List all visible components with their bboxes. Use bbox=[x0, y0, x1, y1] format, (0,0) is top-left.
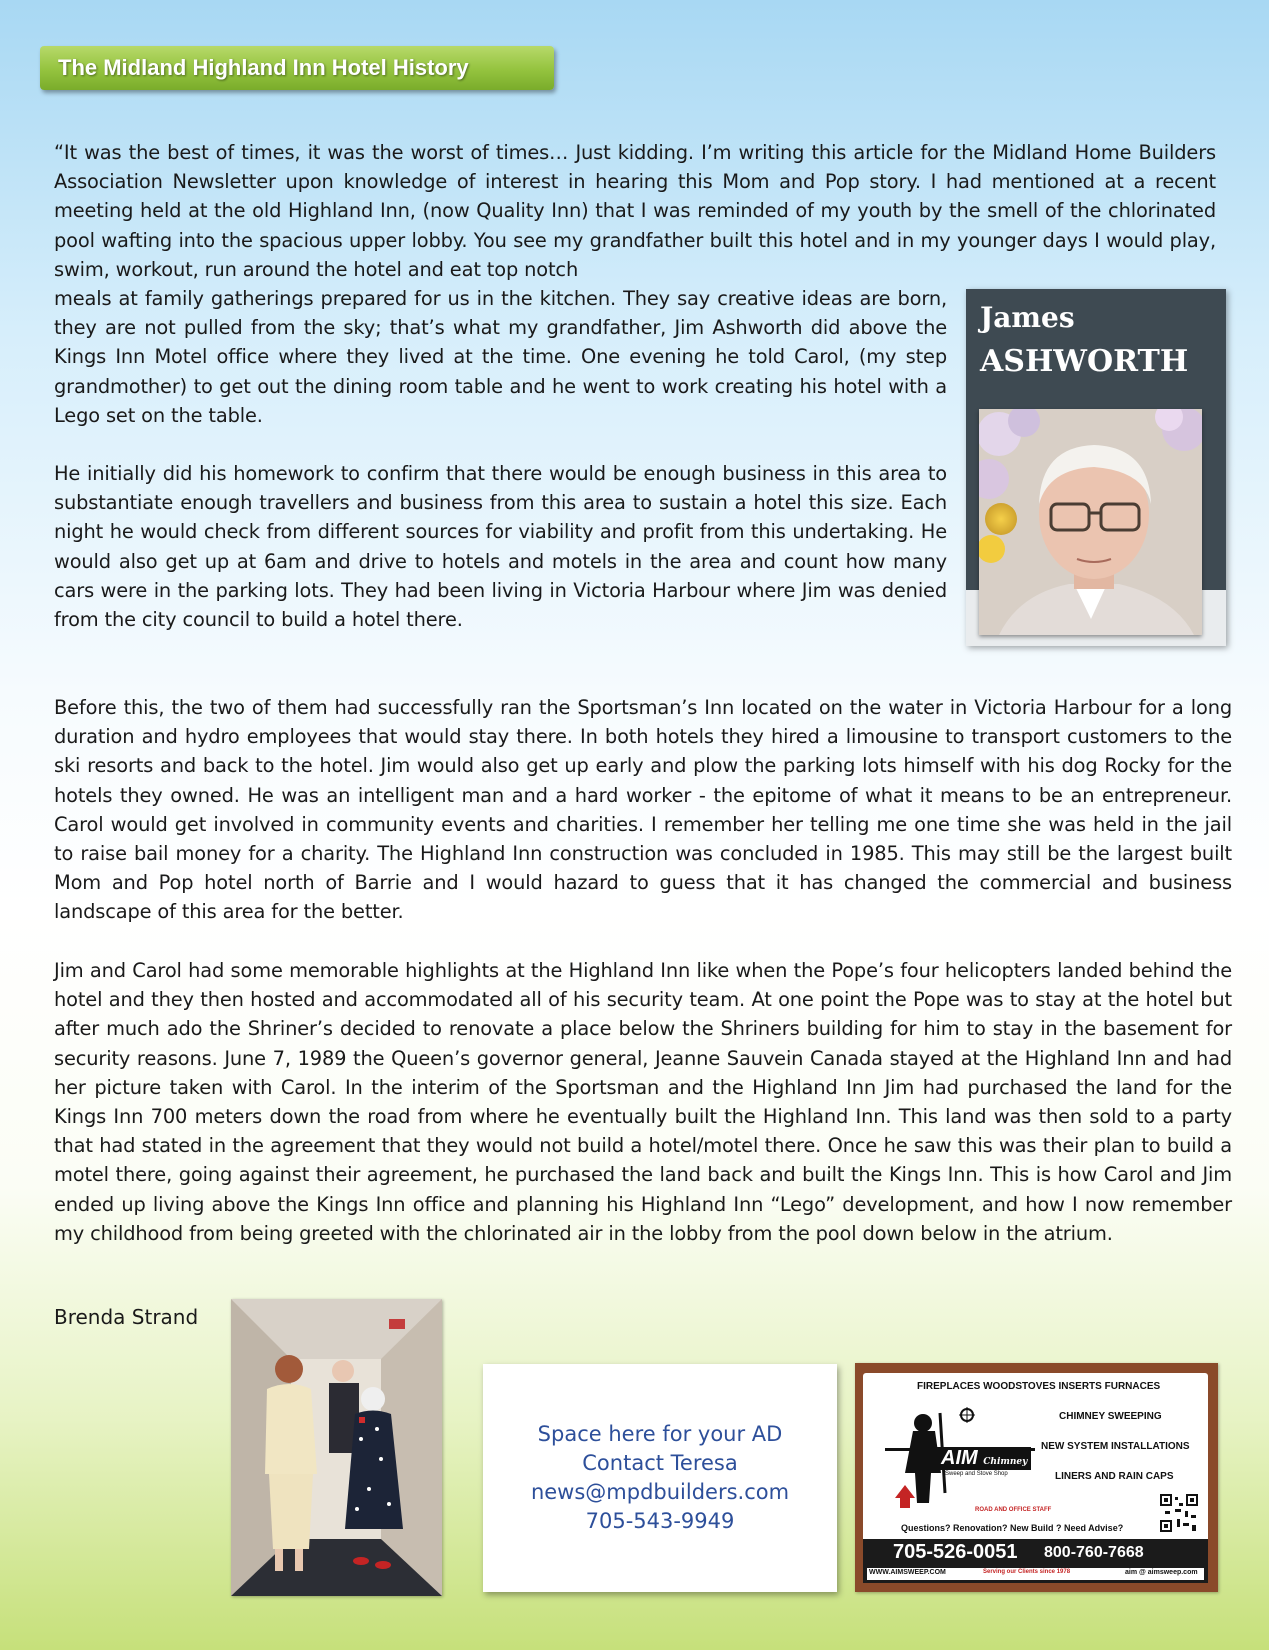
aim-chimney-ad bbox=[855, 1363, 1218, 1592]
aim-website[interactable]: WWW.AIMSWEEP.COM bbox=[869, 1569, 946, 1576]
aim-phone-local: 705-526-0051 bbox=[893, 1541, 1018, 1563]
hallway-photo bbox=[231, 1299, 442, 1596]
article-paragraph-1-continued: meals at family gatherings prepared for us in the kitchen. They say creative ideas are born, they are not pulled from the sky; that’s what my grandfather, Jim Ashworth did above the Kings Inn Motel office where they lived at the time. One evening he told Carol, (my step grandmother) to get out the dining room table and he went to work creating his hotel with a Lego set on the table. bbox=[54, 287, 947, 427]
aim-service-3: LINERS AND RAIN CAPS bbox=[1055, 1471, 1174, 1482]
aim-certified-label: ROAD AND OFFICE STAFF bbox=[975, 1507, 1052, 1513]
aim-services-top: FIREPLACES WOODSTOVES INSERTS FURNACES bbox=[917, 1381, 1161, 1392]
article-paragraph-2: He initially did his homework to confirm that there would be enough business in this area to substantiate enough travellers and business from this area to sustain a hotel this size. Each night he would check from different sources for viability and profit from this undertaking. He would also get up at 6am and drive to hotels and motels in the area and count how many cars were in the parking lots. They had been living in Victoria Harbour where Jim was denied from the city council to build a hotel there. bbox=[54, 462, 947, 632]
ad-space-line1: Space here for your AD bbox=[537, 1422, 783, 1446]
portrait-card bbox=[966, 289, 1226, 646]
ad-space-email[interactable]: news@mpdbuilders.com bbox=[530, 1480, 790, 1504]
article-paragraph-4: Jim and Carol had some memorable highlights at the Highland Inn like when the Pope’s four helicopters landed behind the hotel and they then hosted and accommodated all of his security team. At one point the Pope was to stay at the hotel but after much ado the Shriner’s decided to renovate a place below the Shriners building for him to stay in the basement for security reasons. June 7, 1989 the Queen’s governor general, Jeanne Sauvein Canada stayed at the Highland Inn and had her picture taken with Carol. In the interim of the Sportsman and the Highland Inn Jim had purchased the land for the Kings Inn 700 meters down the road from where he eventually built the Highland Inn. This land was then sold to a party that had stated in the agreement that they would not build a hotel/motel there. Once he saw this was their plan to build a motel there, going against their agreement, he purchased the land back and built the Kings Inn. This is how Carol and Jim ended up living above the Kings Inn office and planning his Highland Inn “Lego” development, and how I now remember my childhood from being greeted with the chlorinated air in the lobby from the pool down below in the atrium. bbox=[54, 959, 1232, 1245]
portrait-illustration bbox=[979, 409, 1202, 635]
page-title: The Midland Highland Inn Hotel History bbox=[58, 55, 469, 80]
aim-email[interactable]: aim @ aimsweep.com bbox=[1125, 1569, 1198, 1576]
article-paragraph-3: Before this, the two of them had successfully ran the Sportsman’s Inn located on the water in Victoria Harbour for a long duration and hydro employees that would stay there. In both hotels they hired a limousine to transport customers to the ski resorts and back to the hotel. Jim would also get up early and plow the parking lots himself with his dog Rocky for the hotels they owned. He was an intelligent man and a hard worker - the epitome of what it means to be an entrepreneur. Carol would get involved in community events and charities. I remember her telling me one time she was held in the jail to raise bail money for a charity. The Highland Inn construction was concluded in 1985. This may still be the largest built Mom and Pop hotel north of Barrie and I would hazard to guess that it has changed the commercial and business landscape of this area for the better. bbox=[54, 696, 1232, 924]
aim-logo-main: AIM bbox=[941, 1447, 978, 1469]
article-paragraph-1: “It was the best of times, it was the worst of times… Just kidding. I’m writing this article for the Midland Home Builders Association Newsletter upon knowledge of interest in hearing this Mom and Pop story. I had mentioned at a recent meeting held at the old Highland Inn, (now Quality Inn) that I was reminded of my youth by the smell of the chlorinated pool wafting into the spacious upper lobby. You see my grandfather built this hotel and in my younger days I would play, swim, workout, run around the hotel and eat top notch bbox=[54, 141, 1216, 281]
portrait-last-name: ASHWORTH bbox=[980, 344, 1189, 379]
portrait-first-name: James bbox=[980, 301, 1075, 334]
portrait-photo bbox=[979, 409, 1202, 635]
aim-phone-toll: 800-760-7668 bbox=[1044, 1544, 1144, 1561]
aim-ad-panel bbox=[863, 1373, 1208, 1583]
aim-logo-script: Chimney bbox=[983, 1457, 1028, 1467]
hallway-illustration bbox=[231, 1299, 442, 1596]
page-title-banner bbox=[40, 46, 554, 90]
aim-logo-sub: Sweep and Stove Shop bbox=[945, 1471, 1008, 1477]
aim-phone-bar bbox=[863, 1539, 1208, 1583]
aim-logo-text bbox=[937, 1447, 1031, 1470]
ad-space-phone: 705-543-9949 bbox=[585, 1509, 735, 1533]
aim-service-2: NEW SYSTEM INSTALLATIONS bbox=[1041, 1441, 1190, 1452]
ad-space-box bbox=[483, 1364, 837, 1592]
aim-questions: Questions? Renovation? New Build ? Need Advise? bbox=[901, 1523, 1124, 1533]
aim-service-1: CHIMNEY SWEEPING bbox=[1059, 1411, 1162, 1422]
aim-tagline: Serving our Clients since 1978 bbox=[983, 1569, 1071, 1575]
qr-code-icon bbox=[1159, 1493, 1199, 1533]
author-signature: Brenda Strand bbox=[54, 1305, 199, 1329]
ad-space-contact: Contact Teresa bbox=[582, 1451, 738, 1475]
